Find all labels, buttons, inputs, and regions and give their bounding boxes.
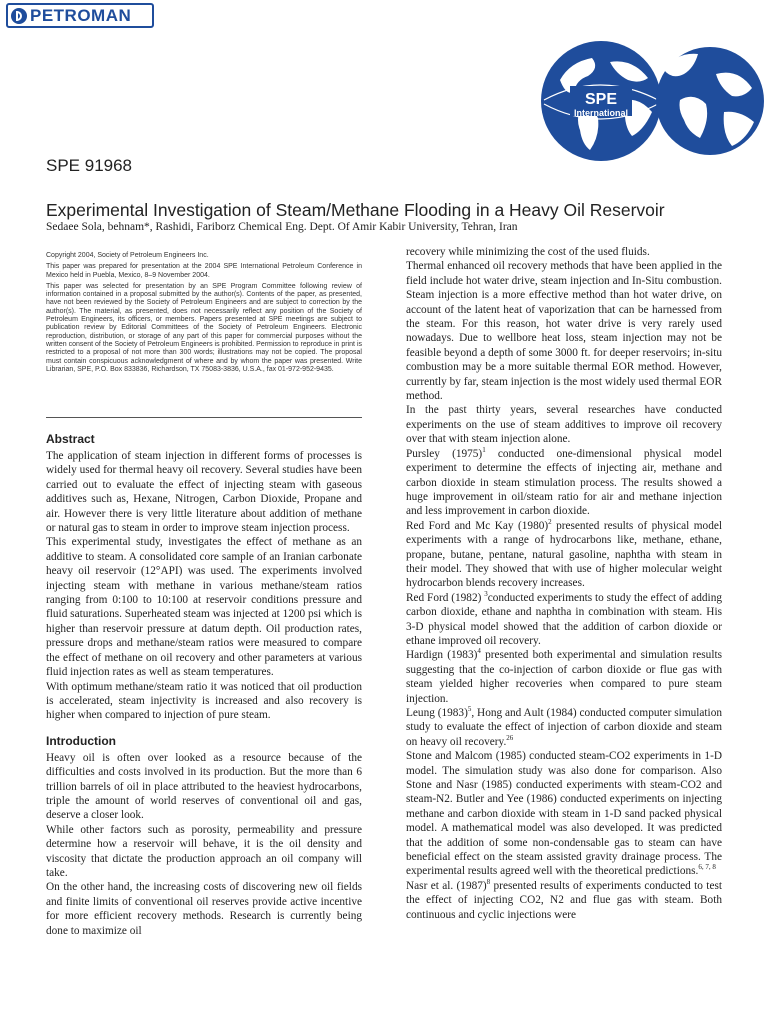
citation-ref: 4 (477, 647, 481, 656)
body-paragraph: Thermal enhanced oil recovery methods that have been applied in the field include hot water drive, steam injection and In-Situ combustion. Steam injection is a more effective method than hot water drive, on account of the latent heat of vaporization that can be harnessed from the steam. For this reason, hot water drive is very rarely used nowadays. Due to wellbore heat loss, steam injection may not be feasible beyond a depth of some 3000 ft. for deeper reservoirs; in-situ combustion may be a more suitable thermal EOR method. However, currently by far, steam injection is the most widely used thermal EOR method. (406, 260, 722, 403)
citation-ref: 5 (467, 705, 472, 714)
copyright-para: This paper was prepared for presentation at the 2004 SPE International Petroleum Conference in Mexico held in Puebla, Mexico, 8–9 November 2004. (46, 263, 362, 279)
intro-paragraph: While other factors such as porosity, permeability and pressure determine how a reservoir will behave, it is the oil density and viscosity that dictate the production approach an oil company will take. (46, 823, 362, 879)
left-column (46, 432, 362, 938)
copyright-line: Copyright 2004, Society of Petroleum Engineers Inc. (46, 252, 209, 259)
body-paragraph (406, 591, 722, 649)
paper-title: Experimental Investigation of Steam/Methane Flooding in a Heavy Oil Reservoir (46, 200, 665, 220)
citation-text: conducted experiments to study the effect of adding carbon dioxide, ethane and naphtha in combination with steam. His 3-D physical model showed that the addition of carbon dioxide or ethane improved oil recovery. (406, 591, 722, 647)
citation-text: Red Ford (1982) (406, 591, 485, 604)
citation-text: presented results of physical model experiments with a range of hydrocarbons like, methane, ethane, propane, butane, pentane, natural gasoline, naphtha with steam in their model. They showed that with use of higher molecular weight hydrocarbon blends recovery increases. (406, 519, 722, 590)
citation-ref: 1 (482, 445, 486, 454)
citation-text: Hardign (1983) (406, 649, 478, 662)
spe-logo-top-text: SPE (584, 91, 618, 108)
abstract-paragraph: With optimum methane/steam ratio it was noticed that oil production is accelerated, steam injectivity is increased and also recovery is higher when compared to injection of pure steam. (46, 680, 362, 722)
body-paragraph: recovery while minimizing the cost of the used fluids. (406, 246, 650, 258)
citation-text: Red Ford and Mc Kay (1980) (406, 519, 549, 532)
abstract-paragraph: The application of steam injection in different forms of processes is widely used for thermal heavy oil recovery. Several studies have been carried out to evaluate the effect of injecting steam with gaseous additives such as, Hexane, Nitrogen, Carbon Dioxide, Propane and air. However there is very little literature about addition of methane or natural gas to steam in order to improve steam injection process. (46, 450, 362, 535)
copyright-para: This paper was selected for presentation by an SPE Program Committee following review of information contained in a proposal submitted by the author(s). Contents of the paper, as presented, have not been reviewed by the Society of Petroleum Engineers and are subject to correction by the author(s). The material, as presented, does not necessarily reflect any position of the Society of Petroleum Engineers, its officers, or members. Papers presented at SPE meetings are subject to publication review by Editorial Committees of the Society of Petroleum Engineers. Electronic reproduction, distribution, or storage of any part of this paper for commercial purposes without the written consent of the Society of Petroleum Engineers is prohibited. Permission to reproduce in print is restricted to a proposal of not more than 300 words; illustrations may not be copied. The proposal must contain conspicuous acknowledgment of where and by whom the paper was presented. Write Librarian, SPE, P.O. Box 833836, Richardson, TX 75083-3836, U.S.A., fax 01-972-952-9435. (46, 282, 362, 373)
intro-paragraph: Heavy oil is often over looked as a resource because of the difficulties and costs involved in its production. But the more than 6 trillion barrels of oil in place attributed to the heaviest hydrocarbons, triple the amount of world reserves of conventional oil and gas, deserve a closer look. (46, 751, 362, 822)
divider (46, 417, 362, 418)
body-paragraph: In the past thirty years, several researches have conducted experiments on the use of steam additives to improve oil recovery over that with steam injection alone. (406, 404, 722, 446)
copyright-notice (46, 252, 362, 377)
body-paragraph (406, 706, 722, 749)
body-paragraph (406, 447, 722, 519)
petroman-logo-text: PETROMAN (30, 6, 132, 25)
petroman-logo-icon (11, 8, 27, 24)
citation-text: , Hong and Ault (1984) conducted computer simulation study to evaluate the effect of injection of carbon dioxide and steam on heavy oil recovery. (406, 707, 722, 748)
citation-text: Nasr et al. (1987) (406, 879, 487, 892)
paper-authors: Sedaee Sola, behnam*, Rashidi, Fariborz Chemical Eng. Dept. Of Amir Kabir University, Tehran, Iran (46, 221, 518, 233)
citation-text: Pursley (1975) (406, 447, 483, 460)
body-paragraph (406, 519, 722, 591)
citation-text: Leung (1983) (406, 707, 468, 719)
intro-paragraph: On the other hand, the increasing costs of discovering new oil fields and finite limits of conventional oil reserves provide active incentive for more efficient recovery methods. Research is currently being done to maximize oil (46, 881, 362, 937)
spe-globe-logo-right (654, 40, 766, 162)
paper-id: SPE 91968 (46, 156, 133, 175)
abstract-heading: Abstract (46, 432, 95, 446)
citation-ref: 26 (506, 734, 514, 743)
citation-ref: 2 (548, 517, 552, 526)
citation-text: conducted one-dimensional physical model experiment to determine the effects of injecting air, methane and carbon dioxide in steam stimulation process. The results showed a huge improvement in oil/steam ratio for air and methane injection and less improvement in carbon dioxide. (406, 447, 722, 518)
introduction-heading: Introduction (46, 733, 116, 748)
body-paragraph (406, 879, 722, 922)
citation-ref: 6, 7, 8 (698, 863, 716, 872)
right-column (406, 245, 722, 922)
petroman-logo (6, 3, 154, 28)
body-paragraph (406, 648, 722, 706)
citation-text: presented both experimental and simulation results suggesting that the co-injection of carbon dioxide or flue gas with steam yielded higher recoveries when compared to pure steam injection. (406, 649, 722, 705)
body-paragraph (406, 749, 722, 879)
spe-logo-bottom-text: International (573, 108, 629, 118)
citation-ref: 3 (484, 589, 488, 598)
abstract-paragraph: This experimental study, investigates the effect of methane as an additive to steam. A consolidated core sample of an Iranian carbonate heavy oil reservoir (12°API) was used. The experiments involved injecting steam with methane in various methane/steam ratios ranging from 0:100 to 10:100 at reservoir conditions pressure and fluid saturations. Superheated steam was injected at 1200 psi which is higher than reservoir pressure at datum depth. Oil production rates, pressure drops and methane/steam ratios were measured to compare the effect of methane on oil recovery and other parameters at various fluid injection rates as well as steam temperatures. (46, 536, 362, 679)
spe-globe-logo (540, 40, 662, 162)
citation-text: presented results of experiments conducted to test the effect of injecting CO2, N2 and flue gas with steam. Both continuous and cyclic injections were (406, 879, 722, 921)
citation-text: Stone and Malcom (1985) conducted steam-CO2 experiments in 1-D model. The simulation study was also done for comparison. Also Stone and Nasr (1985) conducted experiments with steam-CO2 and steam-N2. Butler and Yee (1986) conducted experiments on injecting methane and carbon dioxide with steam in 1-D sand packed physical model. A mathematical model was also developed. It was predicted that the addition of some non-condensable gas to steam can have beneficial effect on the steam assisted gravity drainage process. The experimental results agreed well with the theoretical predictions. (406, 750, 722, 878)
citation-ref: 8 (486, 878, 491, 887)
